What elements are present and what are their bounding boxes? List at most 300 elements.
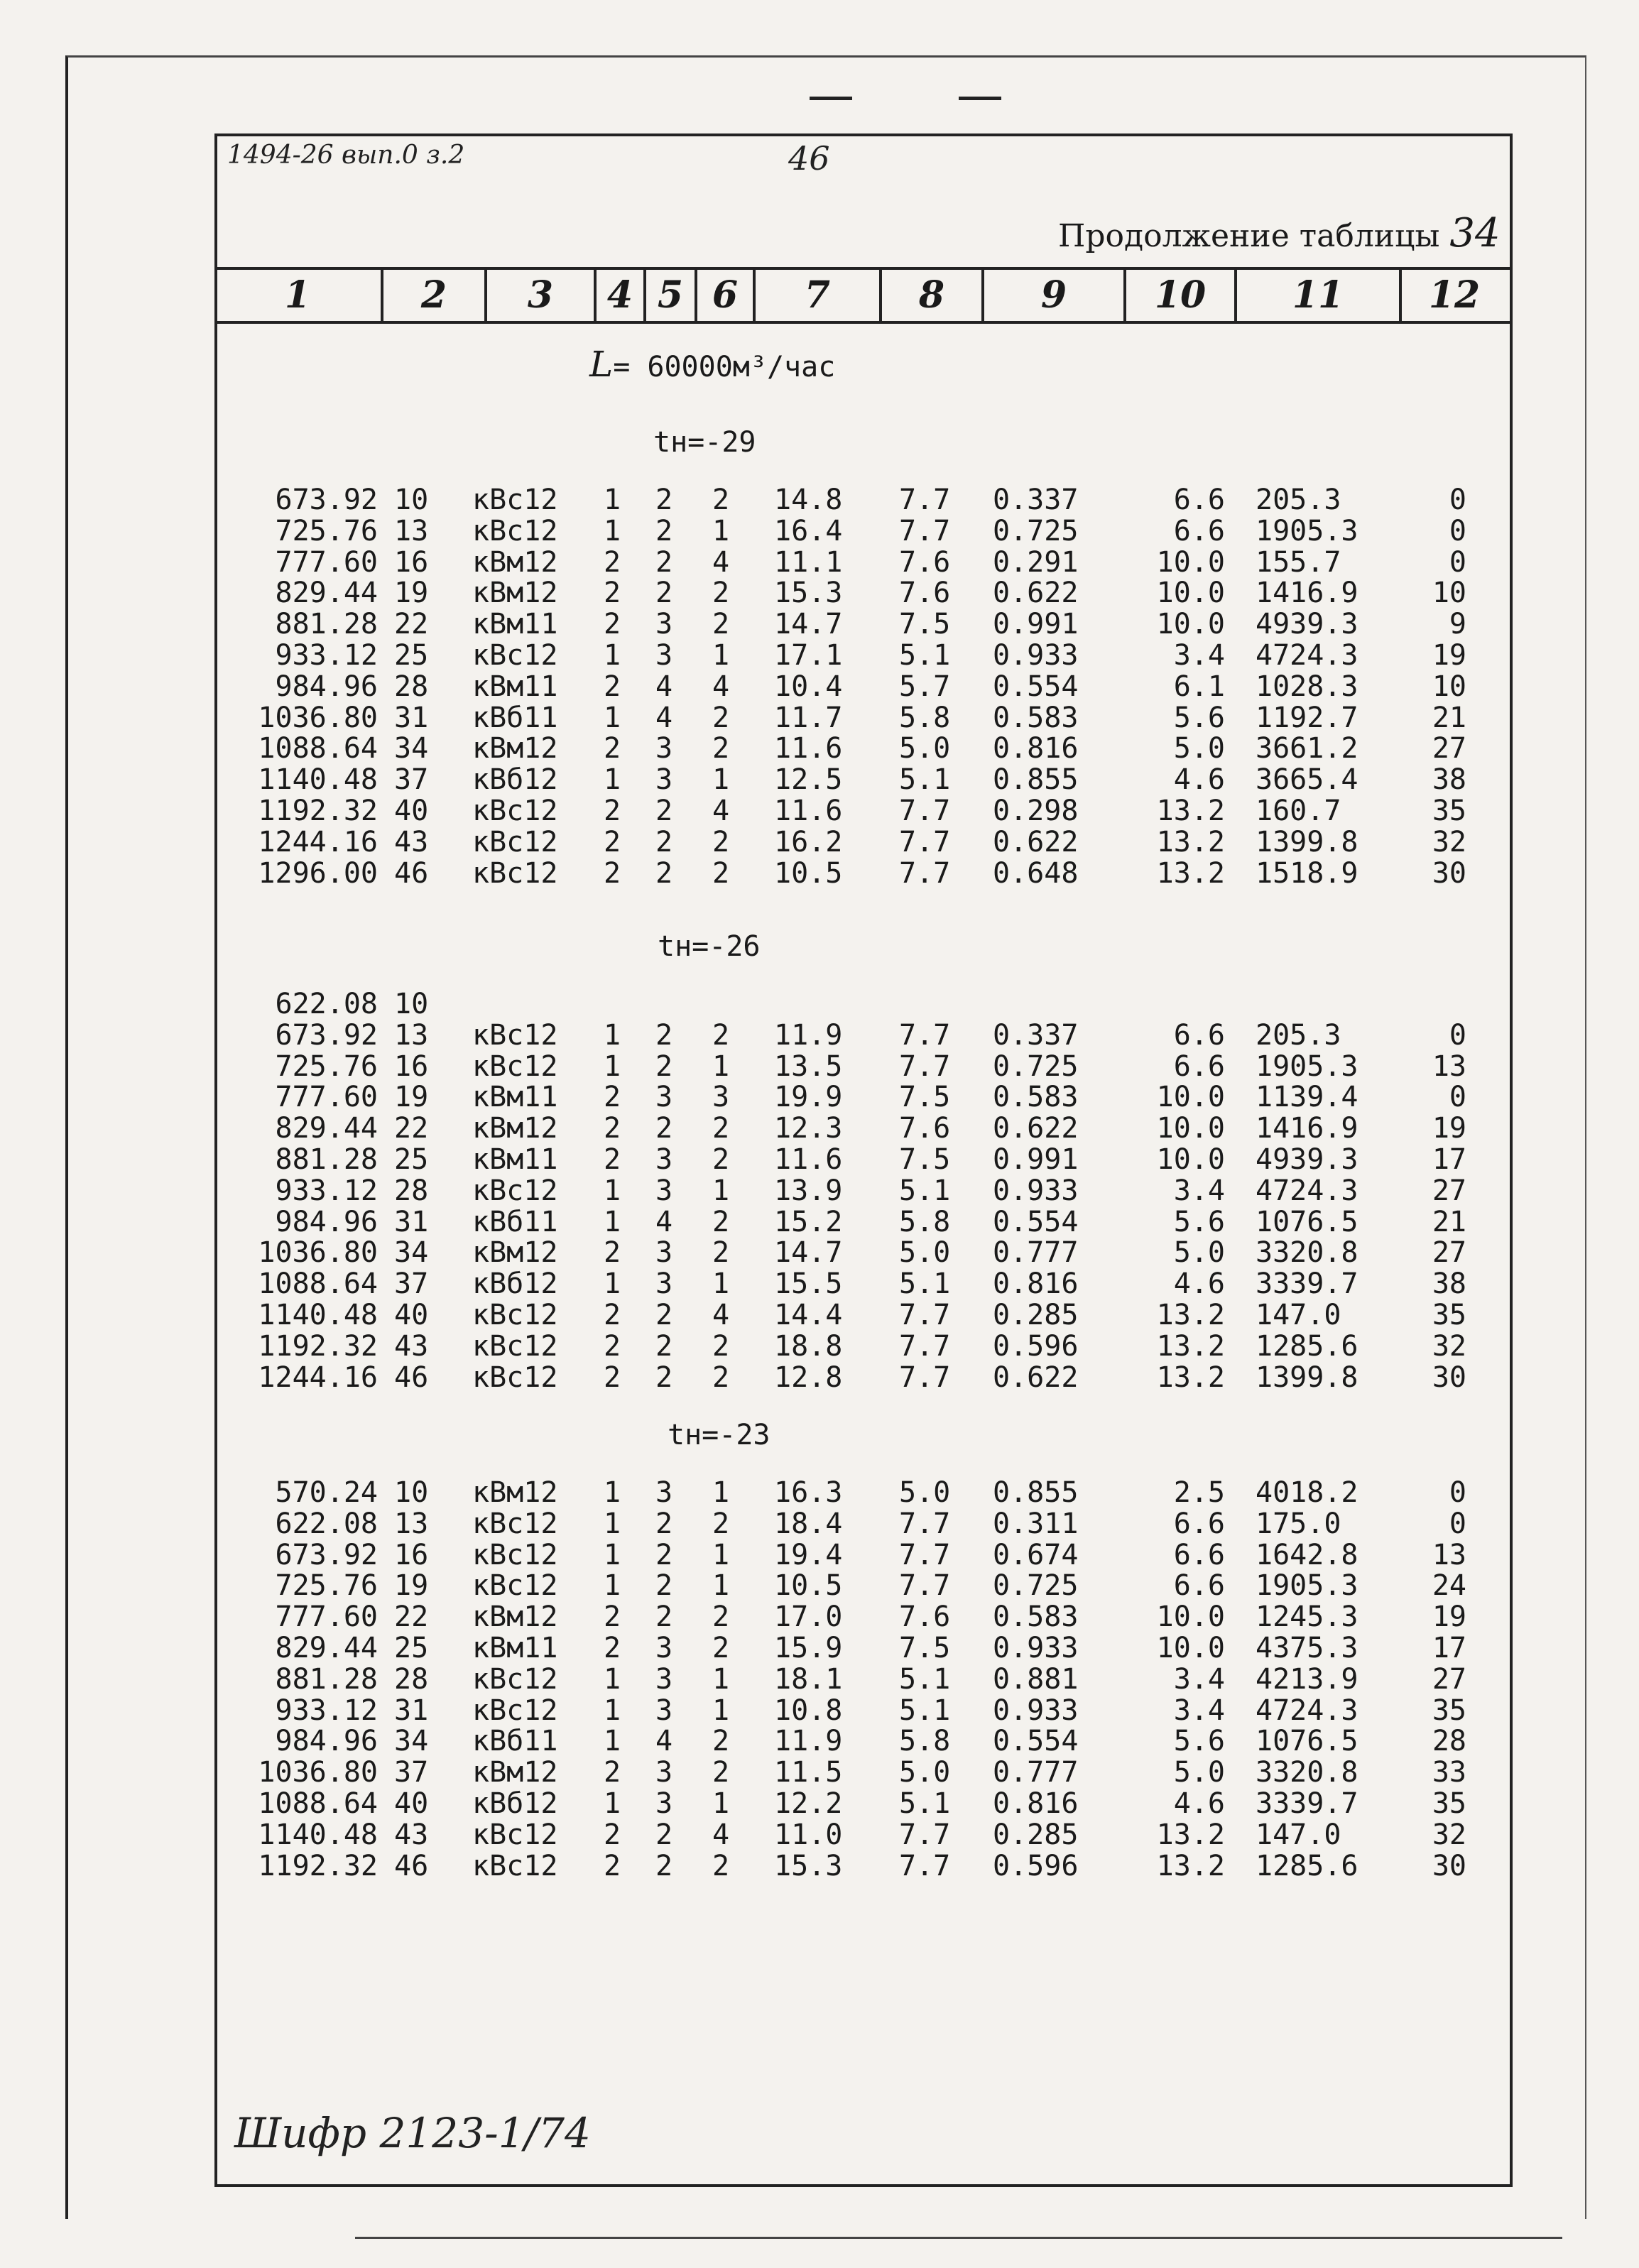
table-cell: 40 (394, 1299, 429, 1331)
table-cell: 1 (603, 1725, 621, 1758)
table-cell: кВм11 (472, 1081, 558, 1114)
column-header: 6 (697, 270, 756, 321)
table-cell: 0 (1449, 1081, 1466, 1114)
table-cell: 11.9 (774, 1018, 843, 1052)
table-cell: 0.991 (993, 1143, 1079, 1176)
table-cell: кВс12 (472, 1329, 558, 1363)
table-cell: 0.622 (993, 1361, 1079, 1394)
table-cell: кВм11 (472, 1632, 558, 1664)
table-cell: 18.1 (774, 1662, 843, 1696)
table-cell: 5.1 (899, 639, 951, 672)
table-cell: 205.3 (1256, 1018, 1341, 1052)
table-cell: кВм12 (472, 732, 558, 765)
table-cell: 1 (712, 1267, 730, 1301)
table-cell: 205.3 (1256, 484, 1341, 516)
table-cell: кВс12 (472, 795, 558, 827)
table-cell: 984.96 (275, 1725, 378, 1758)
table-cell: 35 (1432, 1694, 1466, 1727)
table-cell: кВб11 (472, 1205, 558, 1238)
table-cell: 0.855 (993, 1476, 1079, 1509)
table-cell: 3 (655, 763, 673, 797)
table-cell: кВм12 (472, 577, 558, 610)
table-cell: 1088.64 (258, 1787, 378, 1820)
table-cell: кВм11 (472, 1143, 558, 1176)
table-cell: 6.6 (1173, 484, 1225, 516)
table-cell: 13.2 (1156, 1299, 1225, 1331)
table-cell: кВс12 (472, 514, 558, 547)
table-cell: 0.622 (993, 825, 1079, 858)
table-cell: 25 (394, 1143, 429, 1176)
table-cell: 1192.32 (258, 1329, 378, 1363)
table-cell: 1244.16 (258, 825, 378, 858)
table-cell: 2 (655, 825, 673, 858)
table-cell: 6.6 (1173, 1050, 1225, 1083)
table-cell: 11.9 (774, 1725, 843, 1758)
table-cell: 2 (712, 1601, 730, 1634)
table-cell: 43 (394, 825, 429, 858)
table-cell: 3339.7 (1256, 1787, 1358, 1820)
table-cell: 35 (1432, 795, 1466, 827)
table-cell: 777.60 (275, 1081, 378, 1114)
table-cell: 5.8 (899, 701, 951, 734)
table-cell: 15.2 (774, 1205, 843, 1238)
table-cell: 1905.3 (1256, 1050, 1358, 1083)
table-cell: 1 (712, 1174, 730, 1207)
table-cell: 4.6 (1173, 1267, 1225, 1301)
table-cell: 0.596 (993, 1849, 1079, 1882)
table-cell: 14.7 (774, 608, 843, 641)
table-cell: 4 (655, 1205, 673, 1238)
table-cell: 7.5 (899, 1143, 951, 1176)
table-cell: кВм12 (472, 1601, 558, 1634)
table-cell: 0.933 (993, 1174, 1079, 1207)
table-cell: 0.777 (993, 1236, 1079, 1270)
table-cell: 13.2 (1156, 795, 1225, 827)
document-reference: 1494-26 вып.0 з.2 (227, 141, 465, 170)
table-cell: 32 (1432, 1329, 1466, 1363)
table-cell: 16.3 (774, 1476, 843, 1509)
table-cell: 2 (603, 1849, 621, 1882)
table-cell: 2 (655, 1299, 673, 1331)
table-cell: 4 (712, 1299, 730, 1331)
table-cell: 1 (603, 484, 621, 516)
table-cell: 2 (603, 545, 621, 579)
table-cell: 19 (394, 1569, 429, 1603)
table-cell: 34 (394, 732, 429, 765)
table-cell: 37 (394, 1267, 429, 1301)
table-cell: 725.76 (275, 514, 378, 547)
table-cell: 3.4 (1173, 1662, 1225, 1696)
table-cell: 0.554 (993, 1205, 1079, 1238)
table-cell: 13.2 (1156, 825, 1225, 858)
table-cell: 4939.3 (1256, 608, 1358, 641)
table-cell: 5.8 (899, 1205, 951, 1238)
table-cell: 10.4 (774, 670, 843, 703)
table-cell: 0.285 (993, 1818, 1079, 1851)
table-cell: 0.583 (993, 1601, 1079, 1634)
table-cell: 3 (655, 1081, 673, 1114)
table-cell: 12.5 (774, 763, 843, 797)
table-cell: 33 (1432, 1756, 1466, 1789)
table-cell: 11.7 (774, 701, 843, 734)
table-cell: 147.0 (1256, 1299, 1341, 1331)
table-cell: 2 (603, 1818, 621, 1851)
table-cell: 46 (394, 1361, 429, 1394)
table-cell: 3 (655, 1476, 673, 1509)
table-cell: 16.4 (774, 514, 843, 547)
table-cell: 0.583 (993, 1081, 1079, 1114)
table-cell: 0.881 (993, 1662, 1079, 1696)
table-cell: 40 (394, 1787, 429, 1820)
table-cell: 1 (712, 514, 730, 547)
table-cell: 1036.80 (258, 1756, 378, 1789)
table-cell: 5.6 (1173, 1725, 1225, 1758)
table-cell: 1 (603, 1267, 621, 1301)
table-cell: 3 (655, 1236, 673, 1270)
column-header: 9 (984, 270, 1126, 321)
table-cell: 4.6 (1173, 1787, 1225, 1820)
table-cell: 2 (712, 1632, 730, 1664)
table-cell: 3.4 (1173, 1694, 1225, 1727)
table-cell: кВс12 (472, 1849, 558, 1882)
table-cell: 2 (603, 1081, 621, 1114)
table-cell: 1285.6 (1256, 1849, 1358, 1882)
table-cell: 31 (394, 1205, 429, 1238)
table-cell: 19.9 (774, 1081, 843, 1114)
table-cell: кВб12 (472, 763, 558, 797)
table-cell: 0.777 (993, 1756, 1079, 1789)
table-cell: 1642.8 (1256, 1538, 1358, 1571)
table-cell: 9 (1449, 608, 1466, 641)
table-cell: кВм12 (472, 1112, 558, 1145)
table-cell: 5.1 (899, 1174, 951, 1207)
table-cell: 4.6 (1173, 763, 1225, 797)
table-cell: 11.6 (774, 795, 843, 827)
table-cell: кВс12 (472, 1818, 558, 1851)
table-cell: 2 (712, 1756, 730, 1789)
table-cell: 0.674 (993, 1538, 1079, 1571)
table-cell: 2 (655, 1569, 673, 1603)
table-cell: 19 (1432, 639, 1466, 672)
table-cell: 2 (603, 577, 621, 610)
table-cell: 13 (394, 1507, 429, 1540)
table-cell: кВм11 (472, 670, 558, 703)
table-cell: 1 (603, 1787, 621, 1820)
table-cell: 22 (394, 1601, 429, 1634)
table-cell: 1 (712, 763, 730, 797)
table-cell: 2 (712, 1112, 730, 1145)
table-cell: кВб11 (472, 1725, 558, 1758)
table-cell: 3 (655, 1267, 673, 1301)
table-cell: 25 (394, 639, 429, 672)
table-cell: 0.291 (993, 545, 1079, 579)
table-cell: 7.7 (899, 1018, 951, 1052)
table-cell: 7.5 (899, 1632, 951, 1664)
table-cell: 4 (655, 701, 673, 734)
table-cell: 6.1 (1173, 670, 1225, 703)
table-cell: кВс12 (472, 856, 558, 890)
table-cell: 0.725 (993, 1569, 1079, 1603)
table-cell: 4213.9 (1256, 1662, 1358, 1696)
table-cell: 2 (603, 1236, 621, 1270)
table-cell: 6.6 (1173, 1018, 1225, 1052)
table-cell: 13.2 (1156, 1849, 1225, 1882)
footer-signature: Шифр 2123-1/74 (234, 2109, 591, 2157)
table-cell: 14.7 (774, 1236, 843, 1270)
table-cell: 10 (394, 484, 429, 516)
table-cell: кВс12 (472, 825, 558, 858)
table-cell: 1244.16 (258, 1361, 378, 1394)
table-cell: кВм12 (472, 545, 558, 579)
table-cell: 1416.9 (1256, 577, 1358, 610)
table-cell: 0.298 (993, 795, 1079, 827)
table-cell: 17 (1432, 1632, 1466, 1664)
table-cell: 0.725 (993, 514, 1079, 547)
table-cell: 777.60 (275, 545, 378, 579)
continuation-label (1058, 210, 1501, 256)
column-header: 3 (487, 270, 597, 321)
table-cell: 4 (712, 1818, 730, 1851)
table-cell: 22 (394, 1112, 429, 1145)
table-cell: 7.7 (899, 514, 951, 547)
table-cell: 933.12 (275, 1694, 378, 1727)
table-cell: 2 (712, 484, 730, 516)
table-cell: 1 (712, 1050, 730, 1083)
bottom-rule (355, 2237, 1562, 2239)
table-cell: 38 (1432, 1267, 1466, 1301)
table-cell: 3 (655, 1632, 673, 1664)
table-cell: 881.28 (275, 1143, 378, 1176)
table-cell: 3 (712, 1081, 730, 1114)
table-number: 34 (1449, 210, 1501, 256)
table-cell: 2 (603, 1143, 621, 1176)
table-cell: 10.0 (1156, 608, 1225, 641)
table-cell: 160.7 (1256, 795, 1341, 827)
table-cell: 21 (1432, 701, 1466, 734)
table-cell: 0.554 (993, 1725, 1079, 1758)
table-cell: кВб11 (472, 701, 558, 734)
table-cell: 10.0 (1156, 1143, 1225, 1176)
table-cell: кВб12 (472, 1787, 558, 1820)
table-cell: 5.0 (899, 1756, 951, 1789)
table-cell: 622.08 (275, 988, 378, 1020)
page-number: 46 (788, 139, 830, 178)
table-cell: 16.2 (774, 825, 843, 858)
table-cell: кВс12 (472, 1050, 558, 1083)
table-cell: 15.3 (774, 577, 843, 610)
table-cell: кВс12 (472, 1507, 558, 1540)
table-cell: 11.6 (774, 732, 843, 765)
table-cell: 22 (394, 608, 429, 641)
table-cell: 7.6 (899, 1601, 951, 1634)
table-cell: 2 (655, 1507, 673, 1540)
table-cell: 1 (603, 1476, 621, 1509)
table-cell: 2 (603, 856, 621, 890)
table-cell: 5.0 (899, 1236, 951, 1270)
table-cell: 1 (603, 1174, 621, 1207)
table-cell: 622.08 (275, 1507, 378, 1540)
table-cell: 1399.8 (1256, 825, 1358, 858)
table-cell: кВм12 (472, 1236, 558, 1270)
table-cell: 1 (603, 1507, 621, 1540)
table-cell: 11.0 (774, 1818, 843, 1851)
table-cell: 18.8 (774, 1329, 843, 1363)
table-cell: 31 (394, 1694, 429, 1727)
table-cell: 2 (712, 701, 730, 734)
table-cell: 3 (655, 608, 673, 641)
table-cell: 3.4 (1173, 639, 1225, 672)
table-cell: 1296.00 (258, 856, 378, 890)
table-cell: 28 (394, 1174, 429, 1207)
column-header: 12 (1428, 273, 1481, 317)
table-cell: 15.5 (774, 1267, 843, 1301)
table-cell: 1 (603, 1694, 621, 1727)
table-cell: 43 (394, 1329, 429, 1363)
table-cell: 2 (655, 1849, 673, 1882)
table-cell: 1 (603, 514, 621, 547)
table-cell: 43 (394, 1818, 429, 1851)
table-cell: 933.12 (275, 639, 378, 672)
table-cell: 175.0 (1256, 1507, 1341, 1540)
table-cell: кВс12 (472, 1569, 558, 1603)
table-cell: 13.2 (1156, 1361, 1225, 1394)
table-cell: 5.6 (1173, 1205, 1225, 1238)
table-cell: 3 (655, 639, 673, 672)
table-cell: 2 (655, 577, 673, 610)
table-cell: кВс12 (472, 484, 558, 516)
table-cell: 16 (394, 545, 429, 579)
table-cell: 2 (603, 1632, 621, 1664)
table-cell: 4 (712, 670, 730, 703)
table-cell: 4 (712, 795, 730, 827)
table-cell: 10 (394, 1476, 429, 1509)
column-header-row (214, 267, 1513, 324)
table-cell: 673.92 (275, 1538, 378, 1571)
table-cell: 34 (394, 1725, 429, 1758)
table-cell: 1285.6 (1256, 1329, 1358, 1363)
table-cell: 5.0 (1173, 1236, 1225, 1270)
table-cell: 0 (1449, 1018, 1466, 1052)
table-cell: 829.44 (275, 577, 378, 610)
table-cell: 1518.9 (1256, 856, 1358, 890)
table-cell: 0.933 (993, 1694, 1079, 1727)
table-cell: 10.8 (774, 1694, 843, 1727)
table-cell: 2 (603, 1361, 621, 1394)
table-cell: 7.7 (899, 856, 951, 890)
table-cell: 37 (394, 763, 429, 797)
table-cell: 12.3 (774, 1112, 843, 1145)
table-cell: 673.92 (275, 1018, 378, 1052)
table-cell: 27 (1432, 1174, 1466, 1207)
column-header: 8 (882, 270, 984, 321)
table-cell: 1036.80 (258, 1236, 378, 1270)
table-cell: 2 (655, 484, 673, 516)
table-cell: 4 (655, 1725, 673, 1758)
table-cell: 881.28 (275, 608, 378, 641)
table-cell: 3 (655, 732, 673, 765)
table-cell: 19.4 (774, 1538, 843, 1571)
table-cell: 984.96 (275, 1205, 378, 1238)
table-cell: 570.24 (275, 1476, 378, 1509)
table-cell: 725.76 (275, 1569, 378, 1603)
table-cell: 7.7 (899, 484, 951, 516)
table-cell: 1028.3 (1256, 670, 1358, 703)
table-cell: 5.8 (899, 1725, 951, 1758)
table-cell: 18.4 (774, 1507, 843, 1540)
table-cell: 2 (712, 1018, 730, 1052)
table-cell: кВс12 (472, 1538, 558, 1571)
table-cell: 2 (603, 825, 621, 858)
table-cell: 2 (655, 1018, 673, 1052)
table-cell: 32 (1432, 825, 1466, 858)
table-cell: 34 (394, 1236, 429, 1270)
table-cell: 1 (603, 701, 621, 734)
table-cell: 12.2 (774, 1787, 843, 1820)
table-cell: 19 (1432, 1601, 1466, 1634)
table-cell: 1192.32 (258, 1849, 378, 1882)
table-cell: 1905.3 (1256, 514, 1358, 547)
table-cell: 1 (712, 1476, 730, 1509)
table-cell: 10.0 (1156, 1632, 1225, 1664)
table-cell: 0.933 (993, 1632, 1079, 1664)
table-cell: 0 (1449, 1476, 1466, 1509)
table-cell: 30 (1432, 856, 1466, 890)
table-cell: 7.5 (899, 1081, 951, 1114)
table-cell: 1 (603, 1538, 621, 1571)
table-cell: 0.816 (993, 732, 1079, 765)
table-cell: кВс12 (472, 1174, 558, 1207)
table-cell: 1 (712, 1569, 730, 1603)
table-cell: 1 (603, 1569, 621, 1603)
table-cell: 0.648 (993, 856, 1079, 890)
table-cell: 6.6 (1173, 514, 1225, 547)
table-cell: 0.991 (993, 608, 1079, 641)
table-cell: 2 (603, 795, 621, 827)
table-cell: 3 (655, 1143, 673, 1176)
table-cell: 27 (1432, 732, 1466, 765)
table-cell: 0.596 (993, 1329, 1079, 1363)
column-header: 4 (597, 270, 646, 321)
column-header: 2 (383, 270, 487, 321)
table-cell: 1088.64 (258, 732, 378, 765)
table-cell: 7.6 (899, 1112, 951, 1145)
table-cell: 4018.2 (1256, 1476, 1358, 1509)
table-cell: 2 (603, 1601, 621, 1634)
table-cell: 13.2 (1156, 856, 1225, 890)
table-cell: 0.311 (993, 1507, 1079, 1540)
table-cell: 1 (603, 639, 621, 672)
table-cell: 0.554 (993, 670, 1079, 703)
table-cell: 2 (655, 514, 673, 547)
table-cell: 5.0 (1173, 1756, 1225, 1789)
table-cell: 1140.48 (258, 1299, 378, 1331)
table-cell: 1192.32 (258, 795, 378, 827)
table-cell: 984.96 (275, 670, 378, 703)
table-cell: 11.5 (774, 1756, 843, 1789)
table-cell: 13 (1432, 1538, 1466, 1571)
table-cell: 10.5 (774, 856, 843, 890)
table-cell: 2 (603, 1329, 621, 1363)
table-cell: 2 (655, 1361, 673, 1394)
table-cell: 0.816 (993, 1267, 1079, 1301)
table-cell: 28 (1432, 1725, 1466, 1758)
table-cell: 24 (1432, 1569, 1466, 1603)
flow-symbol: L (589, 344, 614, 385)
table-cell: 10 (394, 988, 429, 1020)
table-cell: 2 (603, 1756, 621, 1789)
table-cell: 27 (1432, 1236, 1466, 1270)
table-cell: 6.6 (1173, 1538, 1225, 1571)
